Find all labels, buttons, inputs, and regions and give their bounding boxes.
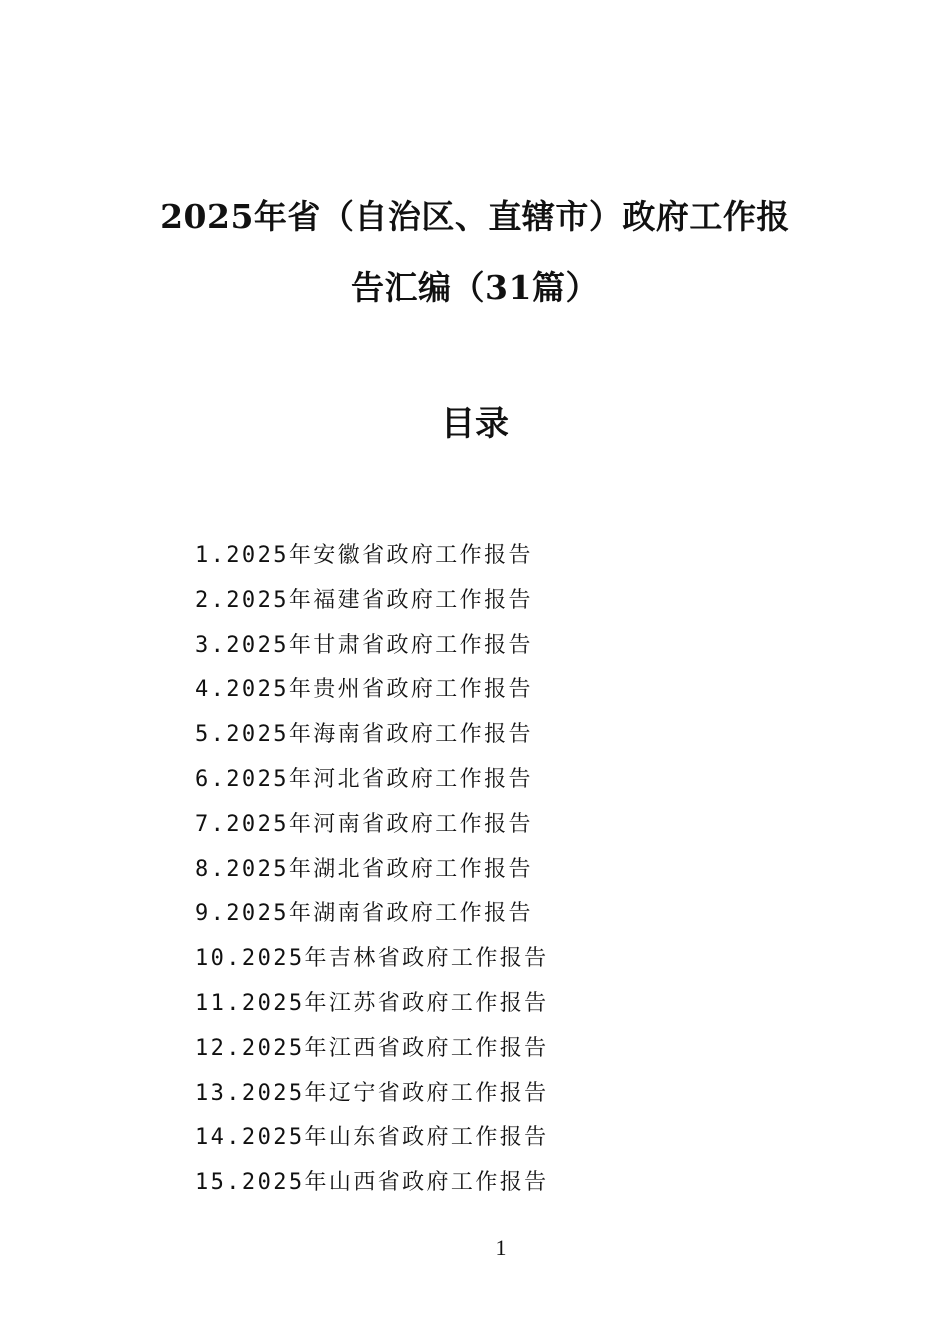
- document-title-line-2: 告汇编（31篇）: [351, 268, 599, 307]
- toc-item-8[interactable]: 8.2025年湖北省政府工作报告: [195, 856, 533, 882]
- toc-item-4[interactable]: 4.2025年贵州省政府工作报告: [195, 677, 533, 703]
- toc-item-11[interactable]: 11.2025年江苏省政府工作报告: [195, 990, 549, 1016]
- toc-item-2[interactable]: 2.2025年福建省政府工作报告: [195, 587, 533, 613]
- page-number: 1: [495, 1235, 507, 1260]
- toc-list: [195, 534, 549, 1206]
- toc-item-9[interactable]: 9.2025年湖南省政府工作报告: [195, 901, 533, 927]
- toc-item-1[interactable]: 1.2025年安徽省政府工作报告: [195, 543, 533, 568]
- toc-heading: 目录: [441, 404, 509, 444]
- toc-item-15[interactable]: 15.2025年山西省政府工作报告: [195, 1170, 549, 1196]
- toc-item-13[interactable]: 13.2025年辽宁省政府工作报告: [195, 1080, 549, 1106]
- toc-item-6[interactable]: 6.2025年河北省政府工作报告: [195, 766, 533, 792]
- toc-item-5[interactable]: 5.2025年海南省政府工作报告: [195, 722, 533, 748]
- document-title-line-1: 2025年省（自治区、直辖市）政府工作报: [160, 197, 790, 236]
- toc-item-14[interactable]: 14.2025年山东省政府工作报告: [195, 1125, 549, 1151]
- toc-item-7[interactable]: 7.2025年河南省政府工作报告: [195, 811, 533, 837]
- toc-item-10[interactable]: 10.2025年吉林省政府工作报告: [195, 946, 549, 972]
- toc-item-3[interactable]: 3.2025年甘肃省政府工作报告: [195, 632, 533, 658]
- toc-item-12[interactable]: 12.2025年江西省政府工作报告: [195, 1035, 549, 1061]
